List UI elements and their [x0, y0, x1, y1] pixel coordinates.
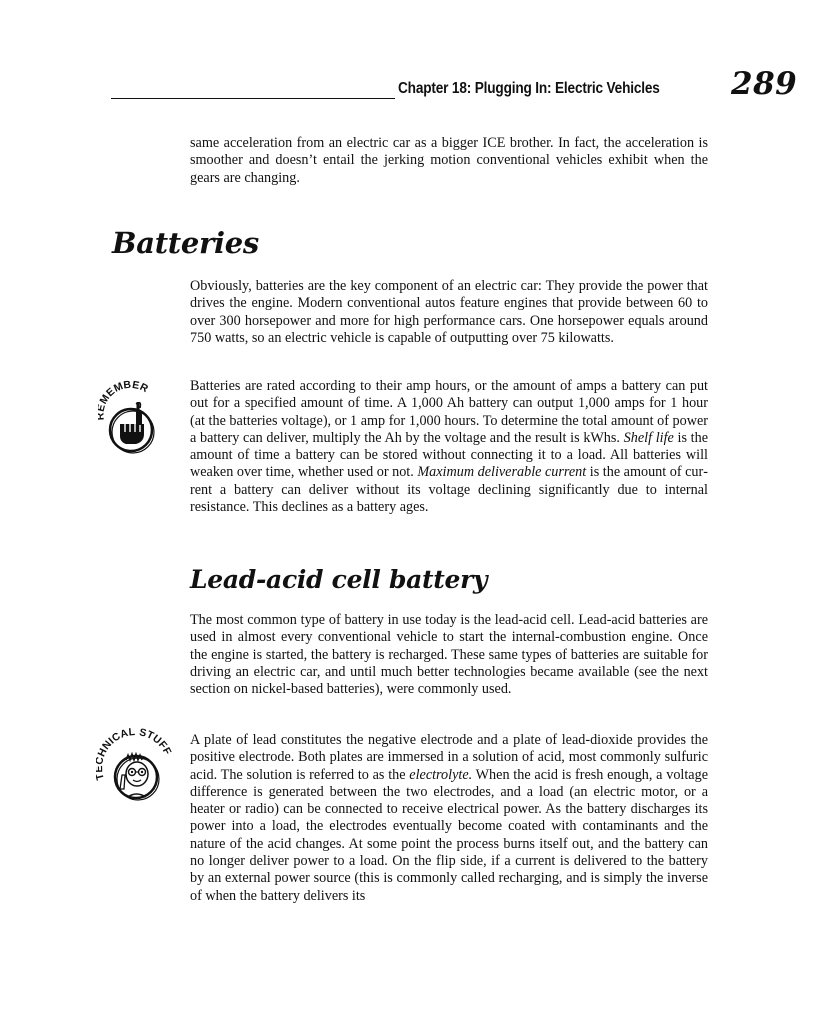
term-electrolyte: electrolyte.: [409, 766, 473, 783]
technical-stuff-icon-label: HNICAL STUFF: [96, 727, 174, 759]
header-rule: [111, 98, 395, 99]
term-shelf-life: Shelf life: [623, 429, 674, 446]
intro-paragraph: same acceleration from an electric car as a bigger ICE brother. In fact, the acceleration is smoother and doesn’t entail the jerking motion conventional vehicles exhibit when the gears are changing.: [190, 135, 708, 186]
remember-icon: [98, 380, 162, 464]
batteries-paragraph-2: Batteries are rated according to their amp hours, or the amount of amps a battery can put out for a specified amount of time. A 1,000 Ah battery can output 1,000 amps for 1 hour (at the batteries voltage), or 1 amp for 1,000 hours. To determine the total amount of power a battery can deliver, multiply the Ah by the voltage and the result is kWhs. Shelf life is the amount of time a battery can be stored without connecting it to a load. All batteries will weaken over time, whether used or not. Maximum deliverable current is the amount of current a battery can deliver without its voltage declining significantly due to internal resistance. This declines as a battery ages.: [190, 378, 708, 516]
running-head: Chapter 18: Plugging In: Electric Vehicles: [398, 80, 660, 97]
page-number: 289: [731, 66, 798, 102]
remember-icon-label: MEMBER: [98, 380, 151, 407]
section-heading-batteries: Batteries: [112, 226, 259, 260]
term-maximum-deliverable-current: Maximum deliverable current: [417, 464, 587, 481]
technical-stuff-icon: [96, 727, 174, 811]
subsection-heading-lead-acid: Lead-acid cell battery: [190, 565, 488, 594]
lead-acid-paragraph-2: A plate of lead constitutes the negative electrode and a plate of lead-dioxide provides the positive electrode. Both plates are immersed in a solution of acid, most commonly sulfuric acid. The solution is referred to as the electrolyte. When the acid is fresh enough, a voltage difference is generated between the two electrodes, and a load (an electric motor, or a heater or radio) can be connected to receive electrical power. As the battery discharges its power into a load, the electrodes eventually become coated with contaminants and the nature of the acid changes. At some point the process burns itself out, and the battery can no longer deliver power to a load. On the flip side, if a current is delivered to the battery by an external power source (this is commonly called recharging, and is simply the inverse of when the battery delivers its: [190, 732, 708, 904]
batteries-paragraph-1: Obviously, batteries are the key component of an electric car: They provide the power that drives the engine. Modern conventional autos feature engines that provide between 60 to over 300 horsepower and more for high performance cars. One horsepower equals around 750 watts, so an electric vehicle is capable of outputting over 75 kilowatts.: [190, 278, 708, 346]
lead-acid-paragraph-1: The most common type of battery in use today is the lead-acid cell. Lead-acid batteries are used in almost every conventional vehicle to start the internal-combustion engine. Once the engine is started, the battery is recharged. These same types of batteries are suitable for driving an electric car, and until much better technologies became available (see the next section on nickel-based batteries), were commonly used.: [190, 612, 708, 698]
